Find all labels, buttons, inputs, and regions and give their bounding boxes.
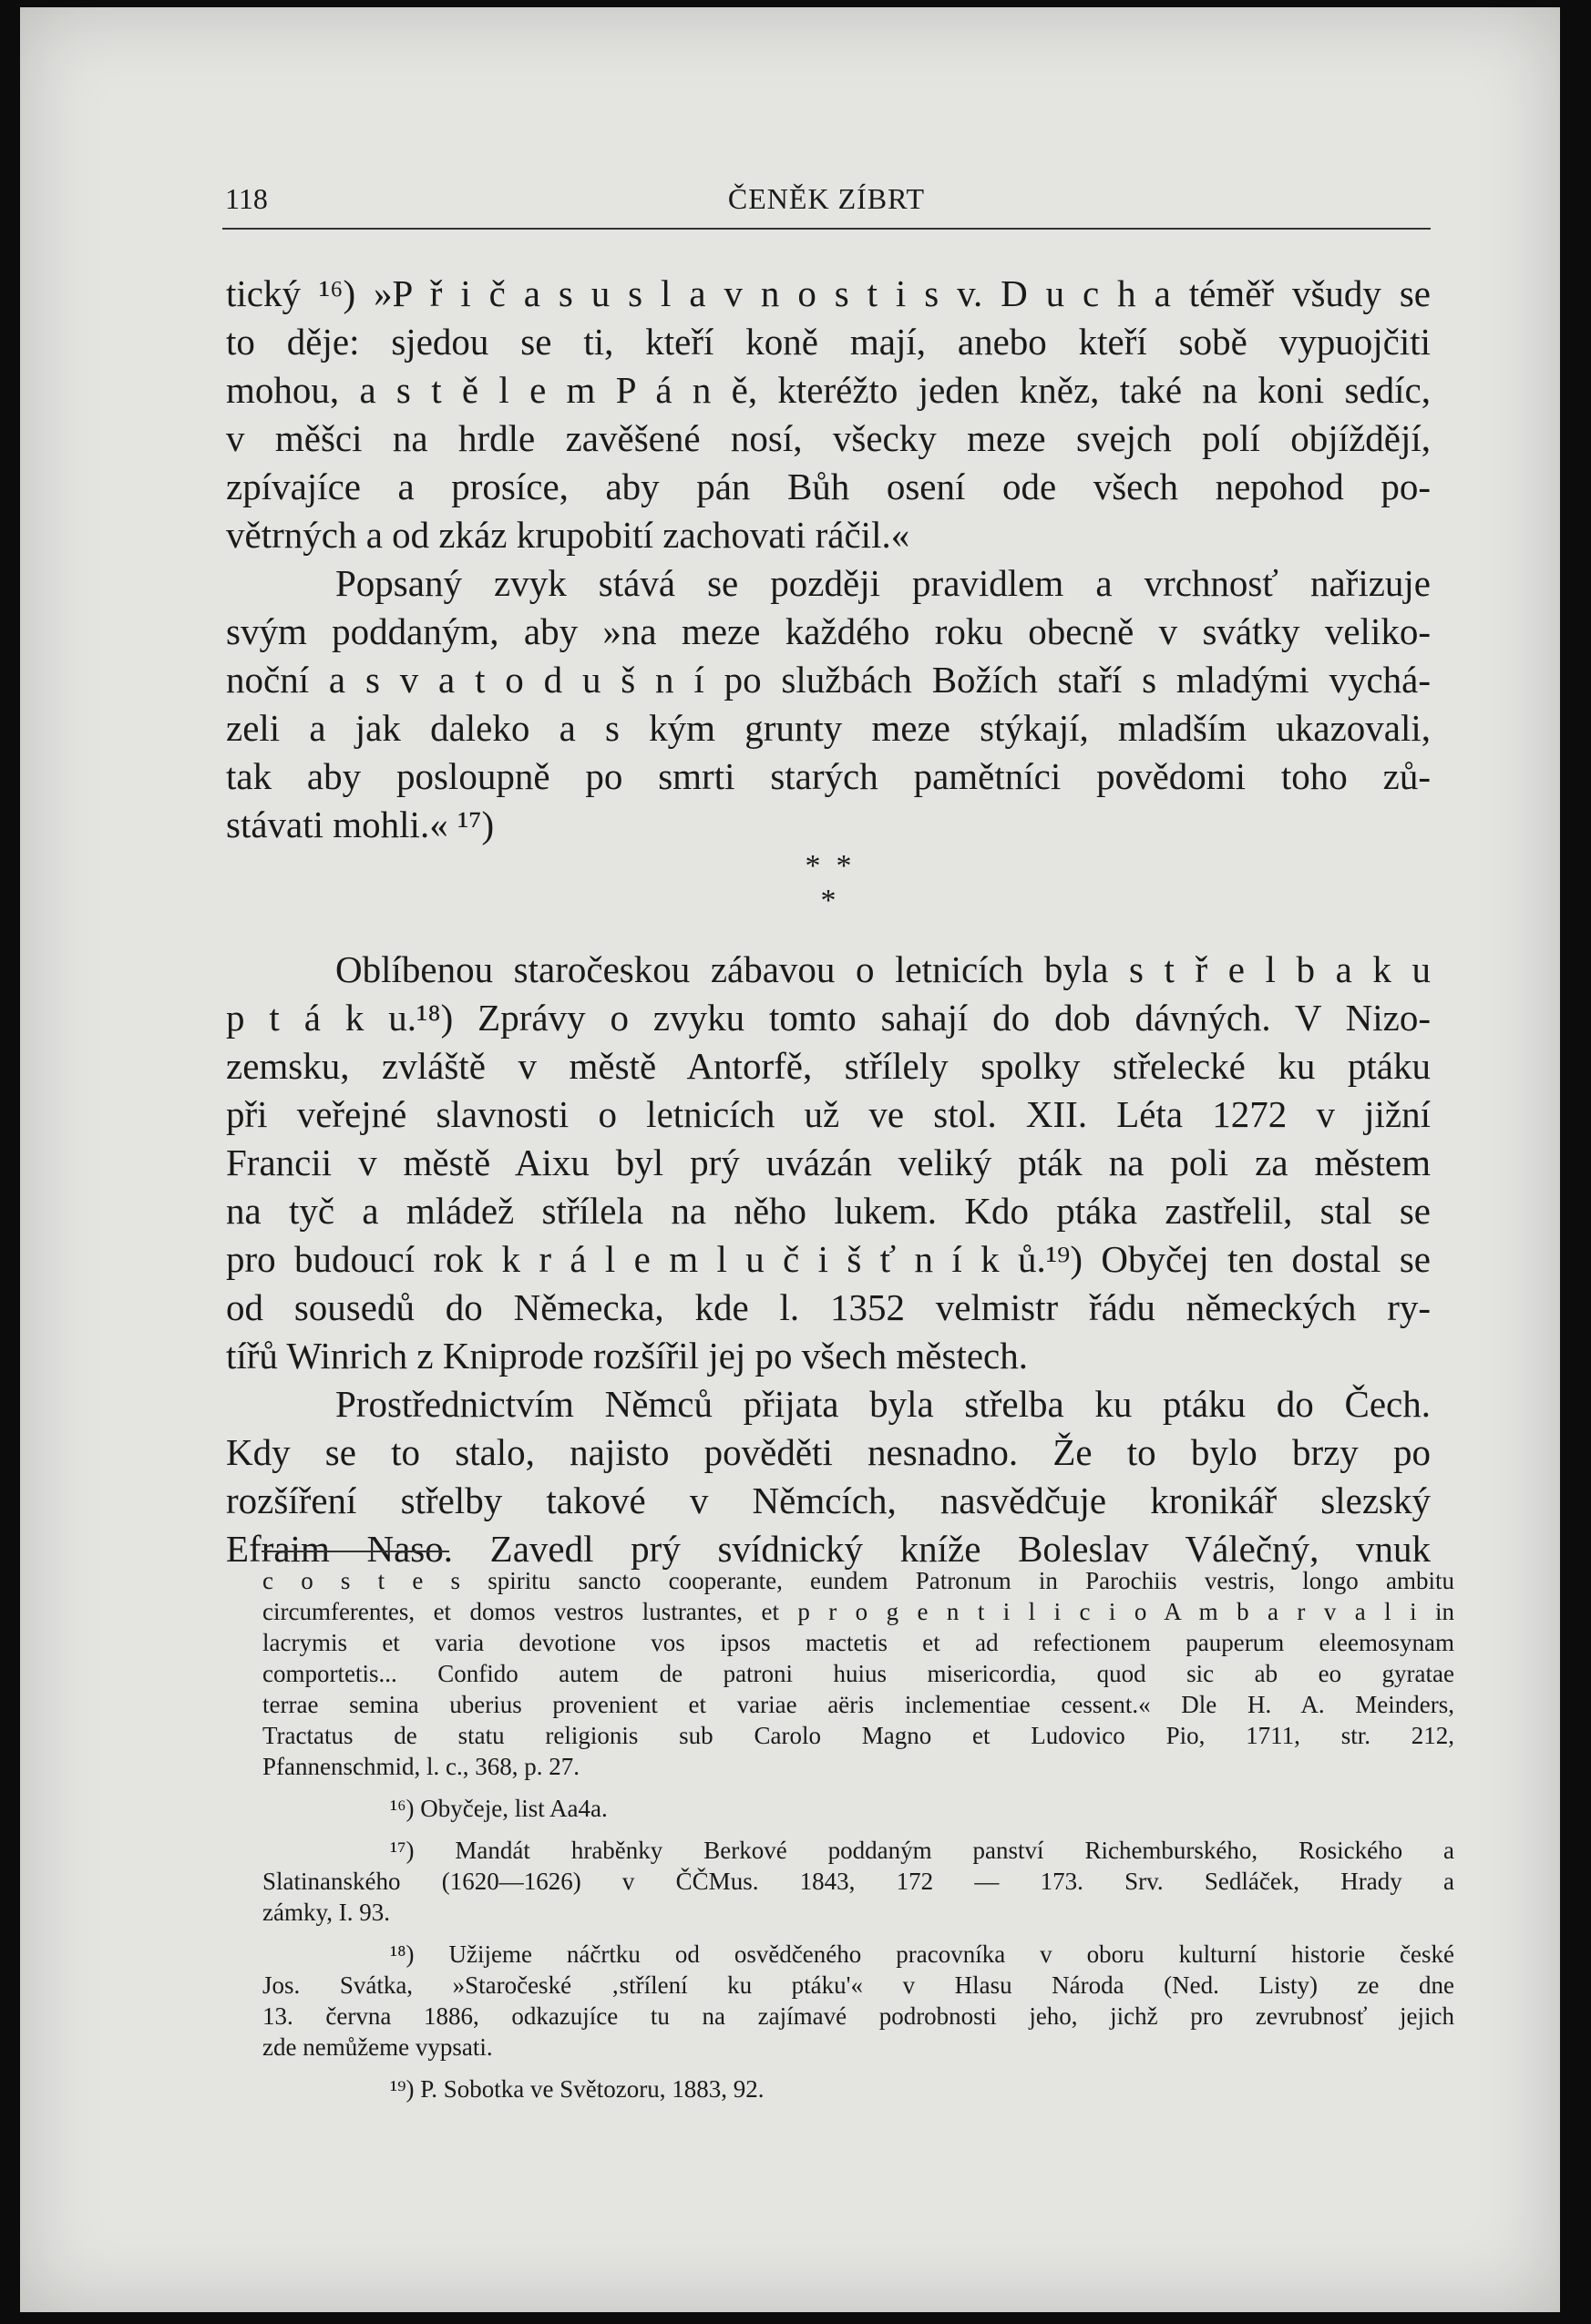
text-line: mohou, a s t ě l e m P á n ě, kteréžto jeden kněz, také na koni sedíc, — [226, 369, 1431, 411]
footnote-line: Jos. Svátka, »Staročeské ‚střílení ku ptáku'« v Hlasu Národa (Ned. Listy) ze dne — [262, 1971, 1454, 1999]
text-line: tický ¹⁶) »P ř i č a s u s l a v n o s t i s v. D u c h a téměř všudy se — [226, 272, 1431, 314]
section-break — [226, 849, 1431, 946]
footnote-line: Tractatus de statu religionis sub Carolo Magno et Ludovico Pio, 1711, str. 212, — [262, 1722, 1454, 1749]
footnote-rule — [262, 1551, 449, 1552]
main-text — [226, 270, 1431, 1573]
text-line: to děje: sjedou se ti, kteří koně mají, anebo kteří sobě vypuojčiti — [226, 321, 1431, 363]
footnote-line: lacrymis et varia devotione vos ipsos mactetis et ad refectionem pauperum eleemosynam — [262, 1629, 1454, 1656]
text-line: pro budoucí rok k r á l e m l u č i š ť n í k ů.¹⁹) Obyčej ten dostal se — [226, 1238, 1431, 1280]
page-number: 118 — [225, 182, 268, 215]
asterisk-divider: * * * — [805, 849, 852, 917]
footnote-line: Slatinanského (1620—1626) v ČČMus. 1843, 172 — 173. Srv. Sedláček, Hrady a — [262, 1868, 1454, 1895]
text-line: stávati mohli.« ¹⁷) — [226, 804, 495, 845]
footnote-line: terrae semina uberius provenient et variae aëris inclementiae cessent.« Dle H. A. Meinders, — [262, 1691, 1454, 1718]
footnote-line: zde nemůžeme vypsati. — [262, 2033, 493, 2061]
text-line: při veřejné slavnosti o letnicích už ve stol. XII. Léta 1272 v jižní — [226, 1093, 1431, 1135]
text-line: zemsku, zvláště v městě Antorfě, střílely spolky střelecké ku ptáku — [226, 1045, 1431, 1087]
footnote-line: c o s t e s spiritu sancto cooperante, eundem Patronum in Parochiis vestris, longo ambitu — [262, 1567, 1454, 1594]
text-line: Prostřednictvím Němců přijata byla střelba ku ptáku do Čech. — [335, 1383, 1431, 1425]
footnote-16: ¹⁶) Obyčeje, list Aa4a. — [390, 1795, 608, 1822]
running-title: ČENĚK ZÍBRT — [727, 182, 926, 215]
text-line: Popsaný zvyk stává se později pravidlem a vrchnosť nařizuje — [335, 562, 1431, 604]
footnote-line: Pfannenschmid, l. c., 368, p. 27. — [262, 1753, 580, 1780]
text-line: rozšíření střelby takové v Němcích, nasvědčuje kronikář slezský — [226, 1479, 1431, 1521]
text-line: na tyč a mládež střílela na něho lukem. Kdo ptáka zastřelil, stal se — [226, 1190, 1431, 1232]
text-line: Oblíbenou staročeskou zábavou o letnicích byla s t ř e l b a k u — [335, 948, 1431, 990]
footnote-line: comportetis... Confido autem de patroni huius misericordia, quod sic ab eo gyratae — [262, 1660, 1454, 1687]
text-line: Kdy se to stalo, najisto pověděti nesnadno. Že to bylo brzy po — [226, 1431, 1431, 1473]
text-line: v měšci na hrdle zavěšené nosí, všecky meze svejch polí objíždějí, — [226, 417, 1431, 459]
footnote-line: zámky, I. 93. — [262, 1899, 390, 1926]
book-page — [20, 7, 1560, 2312]
footnote-line: circumferentes, et domos vestros lustrantes, et p r o g e n t i l i c i o A m b a r v a l i in — [262, 1598, 1454, 1625]
text-line: tířů Winrich z Kniprode rozšířil jej po všech městech. — [226, 1335, 1028, 1377]
text-line: svým poddaným, aby »na meze každého roku obecně v svátky veliko- — [226, 610, 1431, 652]
text-line: Francii v městě Aixu byl prý uvázán veliký pták na poli za městem — [226, 1142, 1431, 1183]
text-line: větrných a od zkáz krupobití zachovati ráčil.« — [226, 514, 910, 556]
text-line: od sousedů do Německa, kde l. 1352 velmistr řádu německých ry- — [226, 1286, 1431, 1328]
footnote-19: ¹⁹) P. Sobotka ve Světozoru, 1883, 92. — [390, 2075, 765, 2103]
footnote-17: ¹⁷) Mandát hraběnky Berkové poddaným panství Richemburského, Rosického a — [390, 1837, 1454, 1864]
footnotes — [262, 1565, 1454, 2104]
footnote-18: ¹⁸) Užijeme náčrtku od osvědčeného pracovníka v oboru kulturní historie české — [390, 1940, 1454, 1968]
footnote-line: 13. června 1886, odkazujíce tu na zajímavé podrobnosti jeho, jichž pro zevrubnosť jejich — [262, 2002, 1454, 2030]
text-line: tak aby posloupně po smrti starých pamětníci povědomi toho zů- — [226, 755, 1431, 797]
header-rule — [222, 228, 1431, 230]
text-line: Efraim Naso. Zavedl prý svídnický kníže Boleslav Válečný, vnuk — [226, 1528, 1431, 1570]
text-line: p t á k u.¹⁸) Zprávy o zvyku tomto sahají do dob dávných. V Nizo- — [226, 997, 1431, 1039]
text-line: zpívajíce a prosíce, aby pán Bůh osení ode všech nepohod po- — [226, 466, 1431, 507]
page-header — [225, 182, 1428, 228]
text-line: noční a s v a t o d u š n í po službách Božích staří s mladými vychá- — [226, 659, 1431, 701]
text-line: zeli a jak daleko a s kým grunty meze stýkají, mladším ukazovali, — [226, 707, 1431, 749]
